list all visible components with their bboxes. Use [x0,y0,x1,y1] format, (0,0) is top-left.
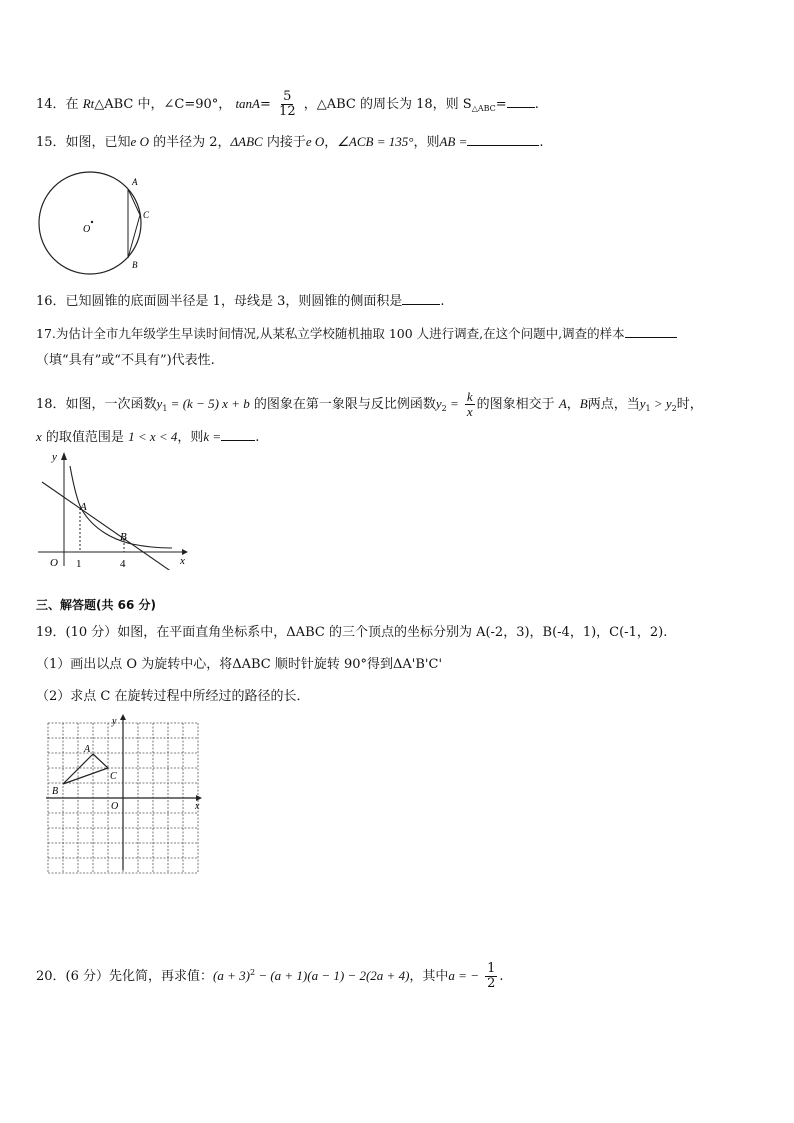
q14-tan: tanA [235,96,260,111]
q20-numerator: 1 [487,961,496,976]
q19-line-2: （1）画出以点 O 为旋转中心，将ΔABC 顺时针旋转 90°得到ΔA'B'C' [36,657,443,672]
q18-expr: = (k − 5) x + b [167,396,250,411]
q18-y-arrow [61,452,67,460]
section-3-text: 三、解答题(共 66 分) [36,598,157,612]
q14-numerator: 5 [283,89,292,104]
q18-y1: y [156,396,163,411]
q19-label-b: B [52,786,59,797]
q18-graph-figure [36,448,196,570]
q18-label-a: A [80,501,87,513]
question-18-line-2 [36,428,259,446]
question-14 [36,90,539,119]
q14-fraction [277,90,298,119]
q18-point-a: A [558,396,567,411]
question-19-line-1 [36,625,667,641]
q14-end: = [495,97,507,112]
q15-label-o: O [83,224,91,235]
q15-ab: AB = [439,134,468,149]
q15-circle-2: e O [305,134,325,149]
q20-denominator: 2 [487,976,496,991]
section-3-title [36,597,156,613]
q15-mid-1: 的半径为 2， [148,135,231,150]
question-17-line-1 [36,325,677,342]
q18-suffix-2: 两点，当 [587,397,640,412]
q18-k: k = [203,429,222,444]
q17-line-1: 17.为估计全市九年级学生早读时间情况,从某私立学校随机抽取 100 人进行调查,在这个问题中,调查的样本 [36,326,625,341]
q20-mid: ，其中 [409,969,449,984]
q20-expr-2: − (a + 1)(a − 1) − 2(2a + 4) [255,968,410,983]
question-19-line-3 [36,689,309,705]
q18-label-x: x [180,555,185,567]
q18-when: 时， [676,397,703,412]
q15-prefix: 15．如图，已知 [36,135,131,150]
q19-triangle-abc [63,754,108,784]
q14-subscript: △ABC [471,104,496,113]
q16-answer-blank [402,292,440,305]
q18-line [42,482,172,570]
q14-denominator: 12 [279,104,296,119]
q18-then: ，则 [177,430,204,445]
q18-eq: = [446,396,459,411]
q18-y2: y [435,396,442,411]
q18-gt: > y [650,396,672,411]
q15-chord-ac [128,189,140,215]
q18-cond-sub-2: 2 [671,404,677,413]
q19-y-arrow [120,714,126,720]
q15-period: . [539,135,544,150]
q15-answer-blank [467,133,539,146]
q14-period: . [534,97,539,112]
q18-cond: y [639,396,646,411]
q15-circle-1: e O [130,134,149,149]
q14-answer-blank [507,95,535,108]
q15-mid-2: 内接于 [262,135,306,150]
question-20 [36,962,504,991]
q19-label-o: O [111,801,119,812]
question-16 [36,292,445,310]
q15-mid-3: ， [324,135,338,150]
q19-label-c: C [110,771,117,782]
q15-triangle: ΔABC [230,134,263,149]
q18-period: . [255,430,260,445]
q15-angle: ∠ACB = 135° [337,134,414,149]
q15-chord-bc [128,215,140,258]
q20-a: a = − [448,968,479,983]
question-17-line-2 [36,353,215,369]
q14-suffix: ，△ABC 的周长为 18，则 S [303,97,472,112]
q20-period: . [499,969,504,984]
question-18-line-1 [36,390,703,419]
q19-label-y: y [112,716,117,727]
question-19-line-2 [36,657,442,673]
q18-suffix: 的图象相交于 [476,397,555,412]
q15-label-a: A [132,177,138,187]
q19-line-1: 19．(10 分）如图，在平面直角坐标系中，ΔABC 的三个顶点的坐标分别为 A(-2，3)，B(-4，1)，C(-1，2). [36,625,668,640]
q18-point-b: B [579,396,588,411]
q14-prefix: 14．在 [36,97,79,112]
q18-label-b: B [120,531,127,543]
q16-period: . [440,294,445,309]
q14-rt: Rt [82,96,95,111]
q15-label-c: C [143,210,150,220]
q19-label-a: A [84,744,91,755]
q14-eq: = [260,97,271,112]
q18-k-num: k [466,389,473,404]
q18-x: x [36,429,42,444]
q19-line-3: （2）求点 C 在旋转过程中所经过的路径的长． [36,689,310,704]
question-15 [36,133,544,151]
q18-answer-blank [221,428,255,441]
q18-range-label: 的取值范围是 [41,430,124,445]
q17-answer-blank [625,325,677,338]
q16-text: 16．已知圆锥的底面圆半径是 1，母线是 3，则圆锥的侧面积是 [36,294,403,309]
q18-cond-sub-1: 1 [645,404,651,413]
q14-triangle: △ABC 中，∠C=90°， [94,97,232,112]
q18-range: 1 < x < 4 [128,429,178,444]
q20-square: 2 [249,968,256,977]
q18-prefix: 18．如图，一次函数 [36,397,157,412]
q18-mid: 的图象在第一象限与反比例函数 [249,397,436,412]
q18-y1-sub: 1 [162,404,168,413]
q18-fraction [465,390,475,419]
q15-center-dot [91,221,93,223]
q15-label-b: B [132,260,138,270]
q19-label-x: x [195,801,200,812]
q19-grid-figure [46,712,206,874]
q18-y2-sub: 2 [441,404,447,413]
q18-tick-1: 1 [76,558,82,570]
q20-fraction [485,962,497,991]
q20-prefix: 20．(6 分）先化简，再求值： [36,969,214,984]
q15-mid-4: ，则 [413,135,440,150]
q18-label-o: O [50,557,58,569]
q18-tick-4: 4 [120,558,126,570]
q17-line-2: （填“具有”或“不具有”)代表性. [36,353,215,368]
q18-k-den: x [466,404,473,419]
q15-circle-figure [36,170,160,276]
q20-expr-1: (a + 3) [213,968,250,983]
q18-comma: ， [566,397,580,412]
q15-circle [39,172,141,274]
q18-label-y: y [52,451,57,463]
